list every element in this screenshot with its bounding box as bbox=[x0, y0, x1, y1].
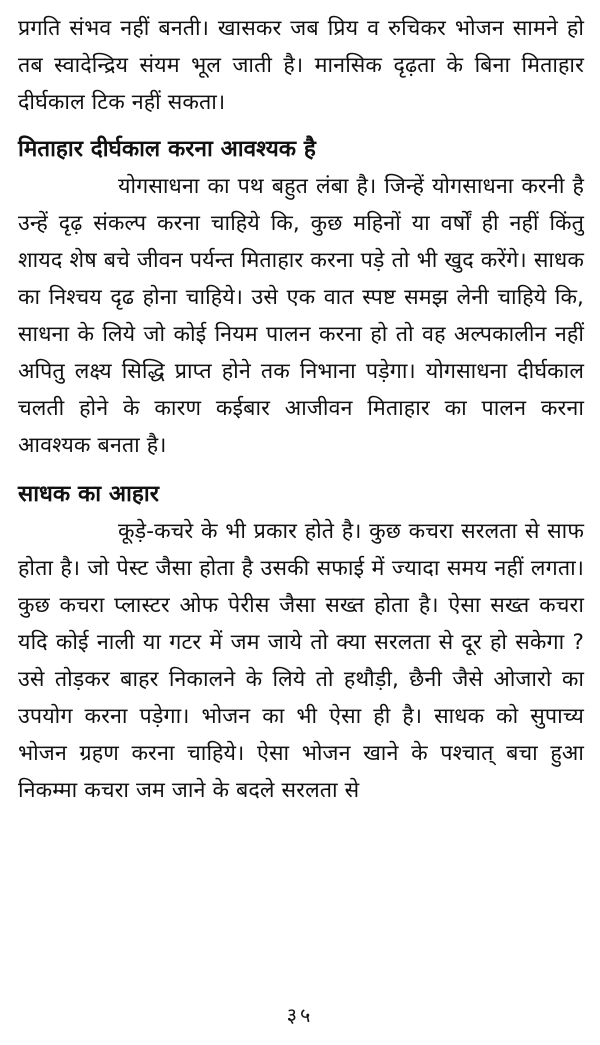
page-number: ३५ bbox=[286, 1003, 314, 1027]
section-paragraph-mitahar: योगसाधना का पथ बहुत लंबा है। जिन्हें योगसाधना करनी है उन्हें दृढ़ संकल्प करना चाहिये कि, कुछ महिनों या वर्षों ही नहीं किंतु शायद शेष बचे जीवन पर्यन्त मिताहार करना पड़े तो भी खुद करेंगे। साधक का निश्चय दृढ होना चाहिये। उसे एक वात स्पष्ट समझ लेनी चाहिये कि, साधना के लिये जो कोई नियम पालन करना हो तो वह अल्पकालीन नहीं अपितु लक्ष्य सिद्धि प्राप्त होने तक निभाना पड़ेगा। योगसाधना दीर्घकाल चलती होने के कारण कईबार आजीवन मिताहार का पालन करना आवश्यक बनता है। bbox=[18, 174, 584, 458]
section-heading-mitahar: मिताहार दीर्घकाल करना आवश्यक है bbox=[18, 136, 316, 162]
section-paragraph-sadhak-ahar: कूड़े-कचरे के भी प्रकार होते है। कुछ कचरा सरलता से साफ होता है। जो पेस्ट जैसा होता है उसकी सफाई में ज्यादा समय नहीं लगता। कुछ कचरा प्लास्टर ओफ पेरीस जैसा सख्त होता है। ऐसा सख्त कचरा यदि कोई नाली या गटर में जम जाये तो क्या सरलता से दूर हो सकेगा ? उसे तोड़कर बाहर निकालने के लिये तो हथौड़ी, छैनी जैसे ओजारो का उपयोग करना पड़ेगा। भोजन का भी ऐसा ही है। साधक को सुपाच्य भोजन ग्रहण करना चाहिये। ऐसा भोजन खाने के पश्चात् बचा हुआ निकम्मा कचरा जम जाने के बदले सरलता से bbox=[18, 519, 584, 803]
book-page bbox=[18, 10, 584, 809]
section-heading-sadhak-ahar: साधक का आहार bbox=[18, 481, 159, 507]
intro-paragraph: प्रगति संभव नहीं बनती। खासकर जब प्रिय व रुचिकर भोजन सामने हो तब स्वादेन्द्रिय संयम भूल जाती है। मानसिक दृढ़ता के बिना मिताहार दीर्घकाल टिक नहीं सकता। bbox=[18, 16, 584, 115]
